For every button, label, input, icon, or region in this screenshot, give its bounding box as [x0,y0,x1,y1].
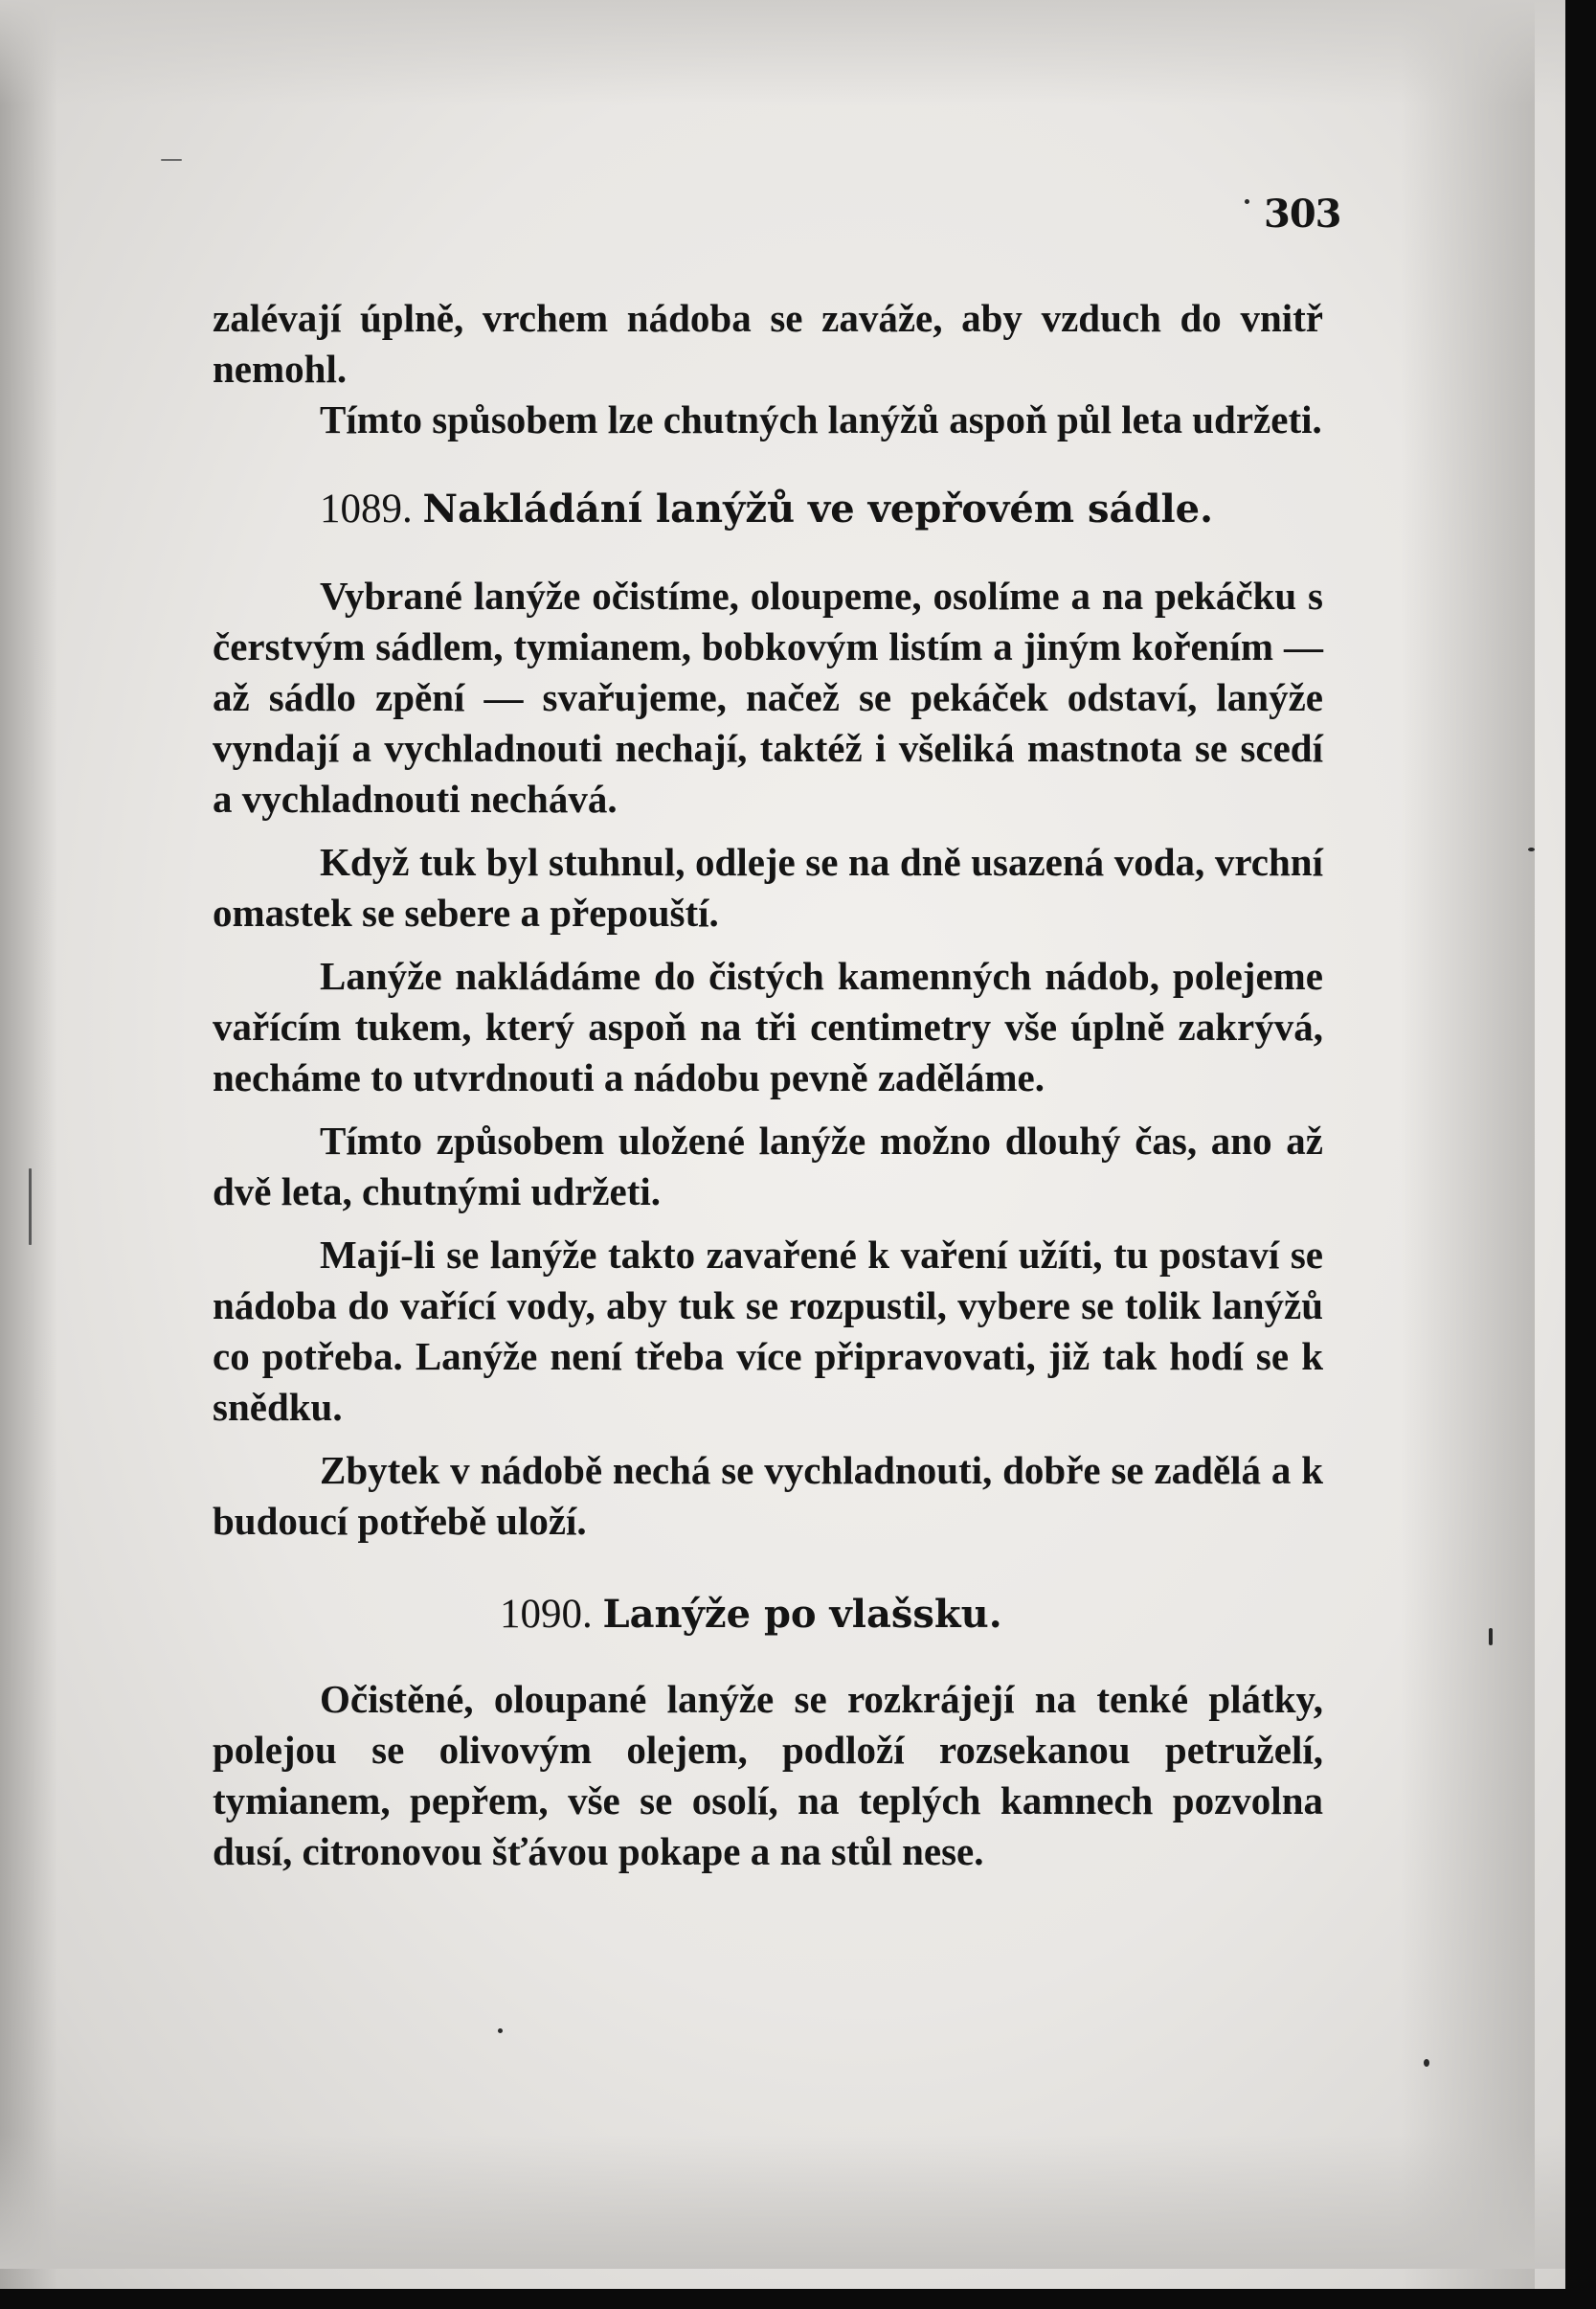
paragraph: Mají-li se lanýže takto zavařené k vaření užíti, tu postaví se nádoba do vařící vody, aby tuk se rozpustil, vybere se tolik lanýžů co potřeba. Lanýže není třeba více připravovati, již tak hodí se k snědku. [213,1233,1323,1429]
recipe-title: Lanýže po vlašsku. [602,1592,1002,1637]
dust-speck [161,159,182,161]
dust-speck [498,2028,503,2033]
recipe-number: 1090. [500,1592,593,1637]
continuation-paragraph: zalévají úplně, vrchem nádoba se zaváže, aby vzduch do vnitř nemohl. [213,296,1323,391]
text-body [213,293,1323,1877]
paragraph: Tímto spůsobem lze chutných lanýžů aspoň půl leta udržeti. [320,397,1322,441]
paragraph: Očistěné, oloupané lanýže se rozkrájejí na tenké plátky, polejou se olivovým olejem, podloží rozsekanou petruželí, tymianem, pepřem, vše se osolí, na teplých kamnech pozvolna dusí, citronovou šťávou pokape a na stůl nese. [213,1677,1323,1873]
recipe-title: Nakládání lanýžů ve vepřovém sádle. [422,487,1214,532]
dust-speck [1528,848,1535,851]
paragraph: Tímto způsobem uložené lanýže možno dlouhý čas, ano až dvě leta, chutnými udržeti. [213,1119,1323,1213]
dust-speck [1245,199,1249,204]
paragraph: Zbytek v nádobě nechá se vychladnouti, dobře se zadělá a k budoucí potřebě uloží. [213,1448,1323,1543]
recipe-heading-1089 [213,484,1323,534]
dust-speck [1424,2059,1429,2067]
edge-mark [29,1168,32,1245]
paragraph: Vybrané lanýže očistíme, oloupeme, osolíme a na pekáčku s čerstvým sádlem, tymianem, bobkovým listím a jiným kořením — až sádlo zpění — svařujeme, načež se pekáček odstaví, lanýže vyndají a vychladnouti nechají, taktéž i všeliká mastnota se scedí a vychladnouti nechává. [213,574,1323,821]
page-number: 303 [1264,192,1341,237]
recipe-number: 1089. [320,487,413,532]
right-edge-shadow [1401,0,1535,2289]
left-edge-shadow [0,0,57,2289]
recipe-body-1090 [213,1674,1323,1877]
recipe-heading-1090 [213,1589,1323,1640]
dust-speck [1489,1628,1493,1645]
top-edge-shadow [0,0,1565,105]
paragraph: Když tuk byl stuhnul, odleje se na dně usazená voda, vrchní omastek se sebere a přepouští. [213,840,1323,935]
bottom-edge-shadow [0,2135,1565,2269]
recipe-body-1089 [213,571,1323,1547]
paragraph: Lanýže nakládáme do čistých kamenných nádob, polejeme vařícím tukem, který aspoň na tři centimetry vše úplně zakrývá, necháme to utvrdnouti a nádobu pevně zaděláme. [213,954,1323,1099]
